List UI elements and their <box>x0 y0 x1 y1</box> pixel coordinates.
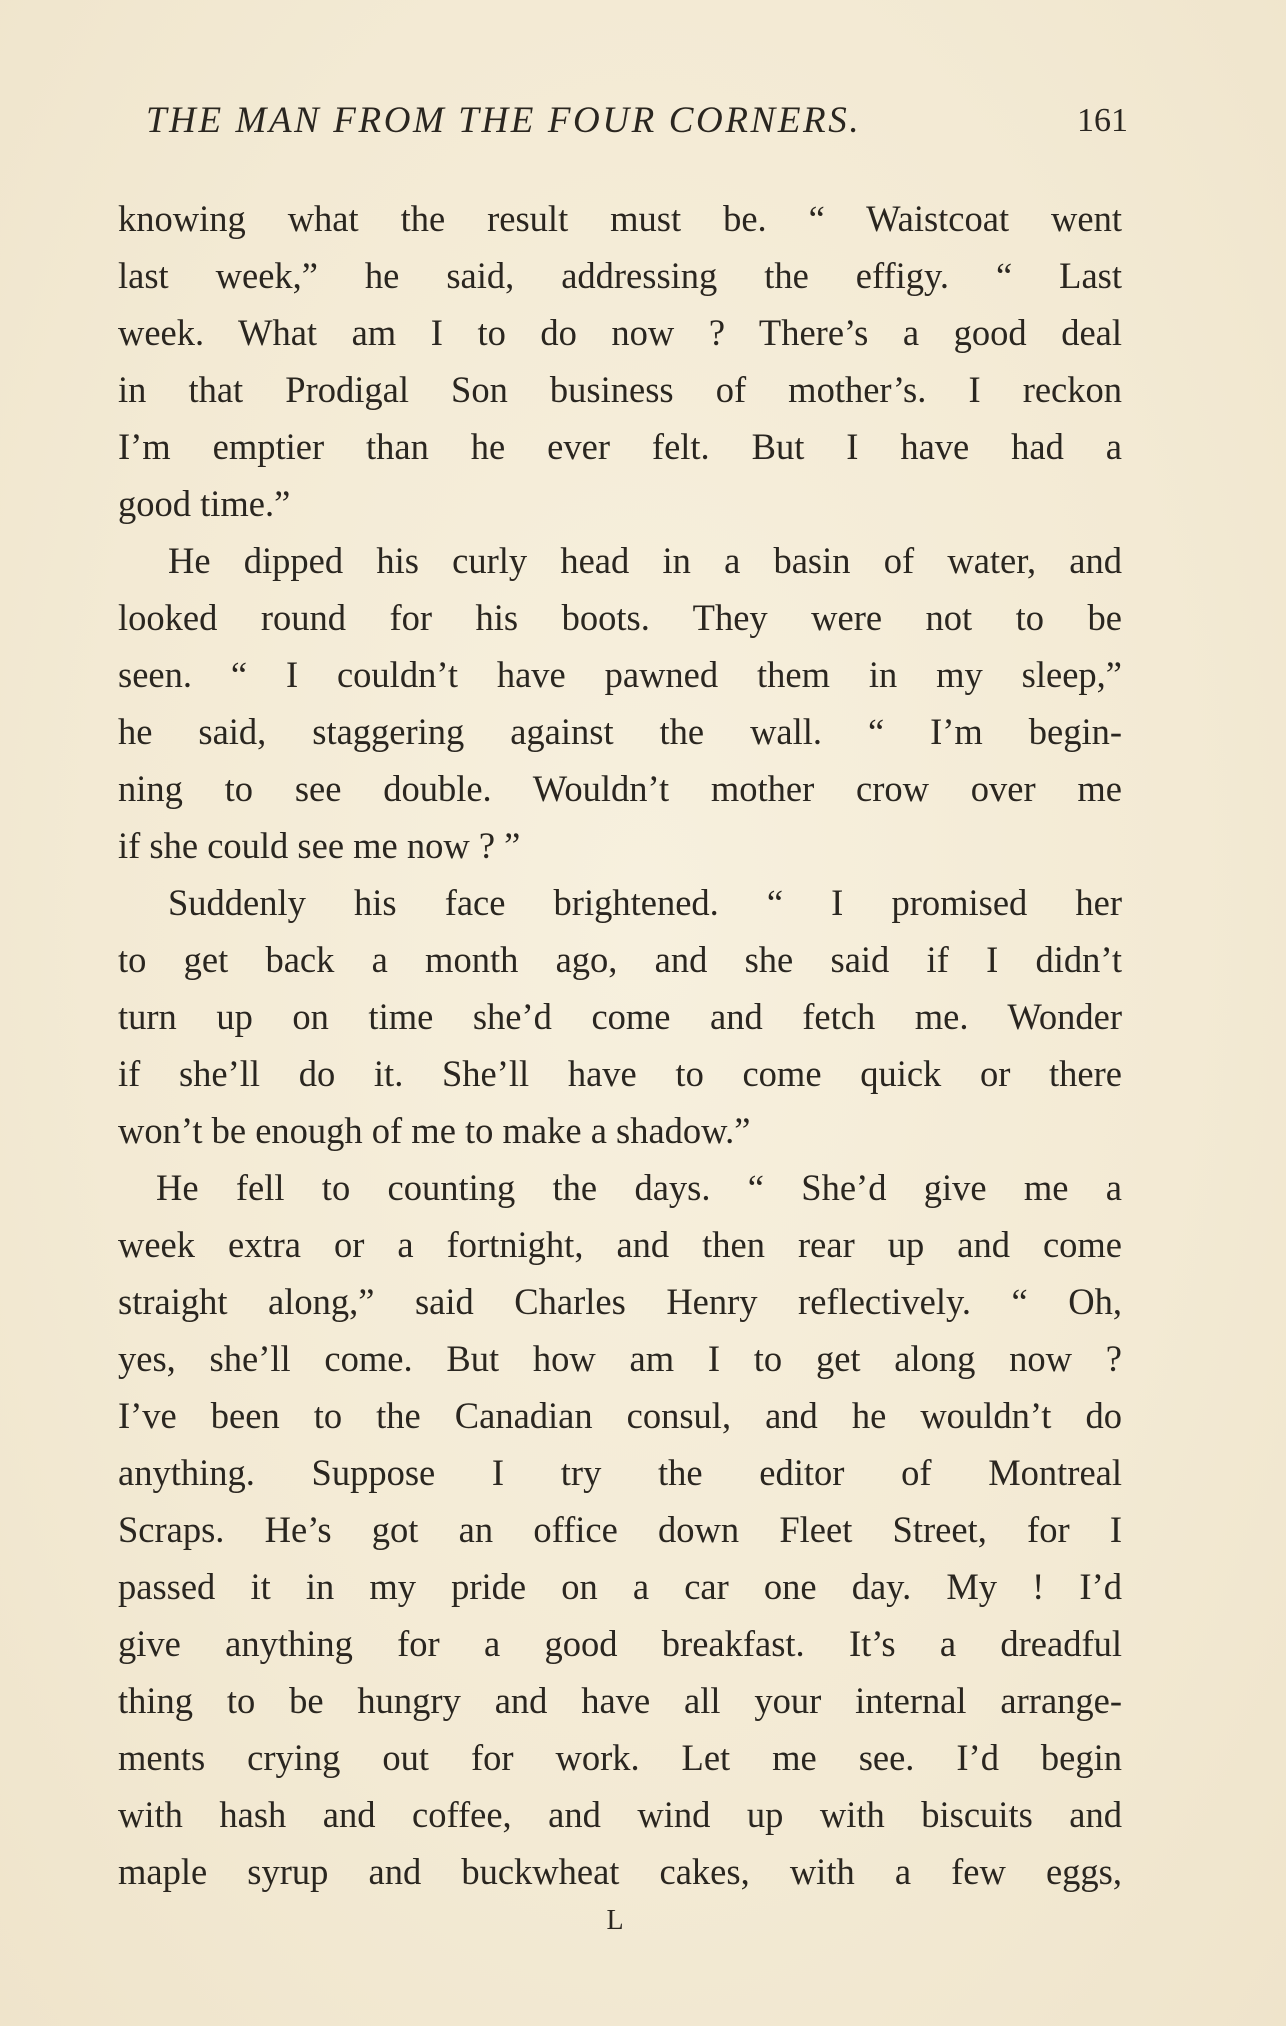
text-line: anything. Suppose I try the editor of Montreal <box>118 1452 1122 1493</box>
text-line: I’ve been to the Canadian consul, and he wouldn’t do <box>118 1395 1122 1436</box>
text-line: yes, she’ll come. But how am I to get along now ? <box>118 1338 1122 1379</box>
text-line: won’t be enough of me to make a shadow.” <box>118 1110 751 1151</box>
text-line: with hash and coffee, and wind up with biscuits and <box>118 1794 1122 1835</box>
text-line: I’m emptier than he ever felt. But I have had a <box>118 426 1122 467</box>
text-line: knowing what the result must be. “ Waistcoat went <box>118 198 1122 239</box>
text-line: turn up on time she’d come and fetch me. Wonder <box>118 996 1122 1037</box>
text-line: maple syrup and buckwheat cakes, with a few eggs, <box>118 1851 1122 1892</box>
running-title: THE MAN FROM THE FOUR CORNERS. <box>146 100 862 141</box>
text-line: give anything for a good breakfast. It’s a dreadful <box>118 1623 1122 1664</box>
text-line: looked round for his boots. They were not to be <box>118 597 1122 638</box>
text-line: week. What am I to do now ? There’s a good deal <box>118 312 1122 353</box>
text-line: passed it in my pride on a car one day. My ! I’d <box>118 1566 1122 1607</box>
text-line: if she could see me now ? ” <box>118 825 521 866</box>
text-line: to get back a month ago, and she said if I didn’t <box>118 939 1122 980</box>
text-line: straight along,” said Charles Henry reflectively. “ Oh, <box>118 1281 1122 1322</box>
text-line: he said, staggering against the wall. “ I’m begin- <box>118 711 1122 752</box>
text-line: in that Prodigal Son business of mother’s. I reckon <box>118 369 1122 410</box>
text-line: week extra or a fortnight, and then rear up and come <box>118 1224 1122 1265</box>
signature-mark: L <box>606 1905 624 1936</box>
page-header <box>118 96 1128 146</box>
text-line: last week,” he said, addressing the effigy. “ Last <box>118 255 1122 296</box>
text-line: He dipped his curly head in a basin of water, and <box>168 540 1122 581</box>
page-number: 161 <box>1077 102 1128 139</box>
text-line: He fell to counting the days. “ She’d give me a <box>156 1167 1122 1208</box>
text-line: thing to be hungry and have all your internal arrange- <box>118 1680 1122 1721</box>
text-line: good time.” <box>118 483 291 524</box>
text-line: if she’ll do it. She’ll have to come quick or there <box>118 1053 1122 1094</box>
text-line: ning to see double. Wouldn’t mother crow over me <box>118 768 1122 809</box>
text-line: Scraps. He’s got an office down Fleet Street, for I <box>118 1509 1122 1550</box>
text-line: ments crying out for work. Let me see. I’d begin <box>118 1737 1122 1778</box>
text-line: seen. “ I couldn’t have pawned them in my sleep,” <box>118 654 1122 695</box>
text-line: Suddenly his face brightened. “ I promised her <box>168 882 1122 923</box>
body-text <box>118 190 1122 1900</box>
